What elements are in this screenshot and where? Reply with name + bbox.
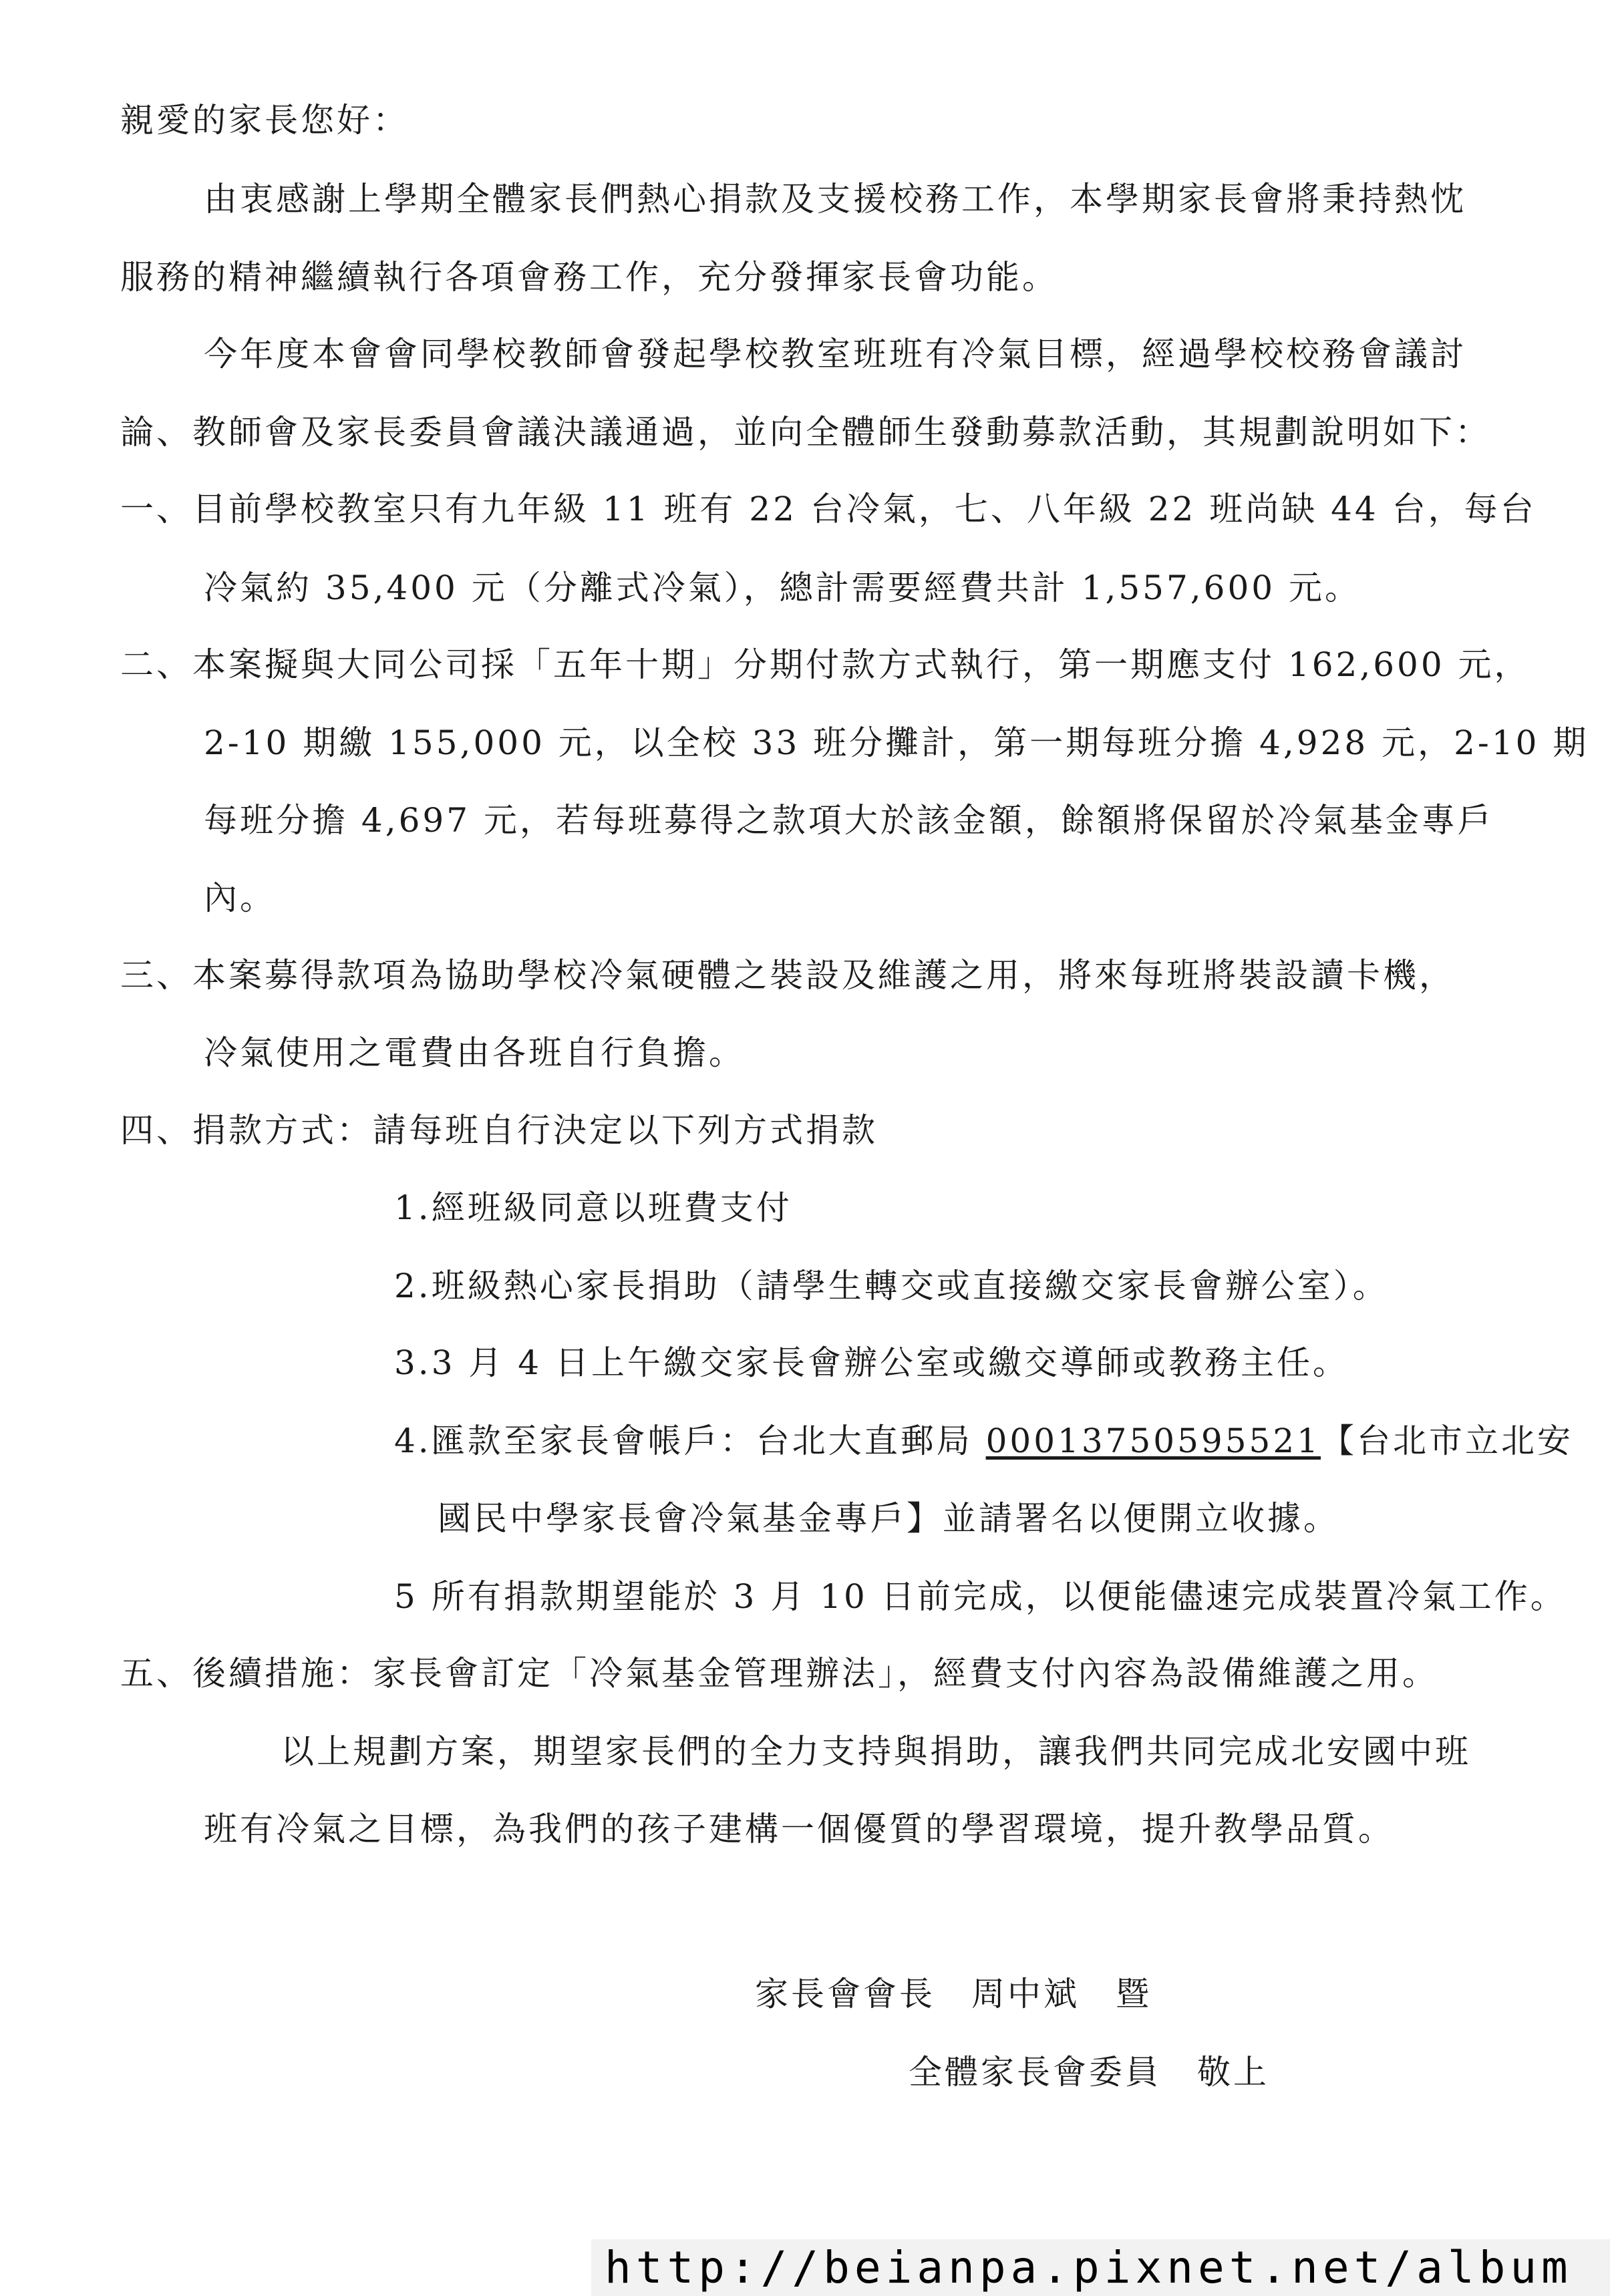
item-2-line-1: 二、本案擬與大同公司採「五年十期」分期付款方式執行，第一期應支付 162,600 元， <box>120 645 1531 684</box>
item-4-option-4-line-2: 國民中學家長會冷氣基金專戶】並請署名以便開立收據。 <box>438 1499 1339 1538</box>
signature-committee: 全體家長會委員 敬上 <box>909 2053 1269 2092</box>
watermark-url: http://beianpa.pixnet.net/album <box>605 2242 1573 2293</box>
item-3-line-2: 冷氣使用之電費由各班自行負擔。 <box>204 1033 745 1072</box>
account-number: 00013750595521 <box>985 1422 1321 1460</box>
item-4-option-5: 5 所有捐款期望能於 3 月 10 日前完成，以便能儘速完成裝置冷氣工作。 <box>394 1577 1567 1616</box>
background-line-2: 論、教師會及家長委員會議決議通過，並向全體師生發動募款活動，其規劃說明如下： <box>120 413 1491 452</box>
item-2-line-4: 內。 <box>204 878 276 917</box>
item-4-option-3: 3.3 月 4 日上午繳交家長會辦公室或繳交導師或教務主任。 <box>394 1343 1349 1382</box>
signature-chairman: 家長會會長 周中斌 暨 <box>755 1975 1152 2013</box>
item-4-option-4 <box>394 1421 1573 1461</box>
item-2-line-3: 每班分擔 4,697 元，若每班募得之款項大於該金額，餘額將保留於冷氣基金專戶 <box>204 801 1494 840</box>
option-4-suffix: 【台北市立北安 <box>1320 1422 1573 1460</box>
greeting: 親愛的家長您好： <box>120 101 409 140</box>
item-3-line-1: 三、本案募得款項為協助學校冷氣硬體之裝設及維護之用，將來每班將裝設讀卡機， <box>120 956 1455 995</box>
option-4-prefix: 4.匯款至家長會帳戶：台北大直郵局 <box>394 1422 986 1460</box>
item-1-line-1: 一、目前學校教室只有九年級 11 班有 22 台冷氣，七、八年級 22 班尚缺 44 台，每台 <box>120 490 1537 528</box>
item-2-line-2: 2-10 期繳 155,000 元，以全校 33 班分攤計，第一期每班分擔 4,928 元，2-10 期 <box>204 723 1589 762</box>
item-1-line-2: 冷氣約 35,400 元（分離式冷氣），總計需要經費共計 1,557,600 元。 <box>204 568 1361 607</box>
item-5: 五、後續措施：家長會訂定「冷氣基金管理辦法」，經費支付內容為設備維護之用。 <box>120 1654 1438 1693</box>
intro-line-1: 由衷感謝上學期全體家長們熱心捐款及支援校務工作，本學期家長會將秉持熱忱 <box>204 180 1466 218</box>
closing-line-2: 班有冷氣之目標，為我們的孩子建構一個優質的學習環境，提升教學品質。 <box>204 1810 1394 1848</box>
item-4-option-1: 1.經班級同意以班費支付 <box>394 1188 792 1227</box>
item-4-option-2: 2.班級熱心家長捐助（請學生轉交或直接繳交家長會辦公室）。 <box>394 1267 1389 1305</box>
item-4-heading: 四、捐款方式：請每班自行決定以下列方式捐款 <box>120 1111 878 1150</box>
background-line-1: 今年度本會會同學校教師會發起學校教室班班有冷氣目標，經過學校校務會議討 <box>204 335 1466 373</box>
closing-line-1: 以上規劃方案，期望家長們的全力支持與捐助，讓我們共同完成北安國中班 <box>281 1732 1471 1771</box>
intro-line-2: 服務的精神繼續執行各項會務工作，充分發揮家長會功能。 <box>120 258 1058 297</box>
